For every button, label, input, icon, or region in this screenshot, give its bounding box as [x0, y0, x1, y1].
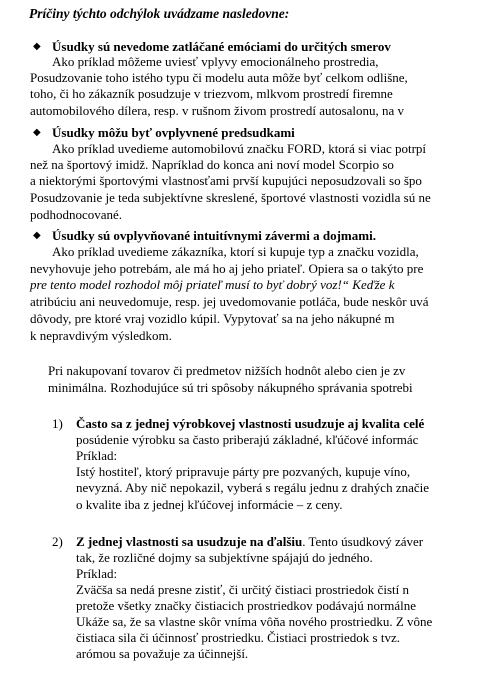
paragraph-line: minimálna. Rozhodujúce sú tri spôsoby nákupného správania spotrebi [48, 380, 413, 395]
section-3-line: k nepravdivým výsledkom. [30, 328, 172, 343]
item-1-example-label: Príklad: [76, 448, 118, 463]
item-2-line: Ukáže sa, že sa vlastne skôr vníma vôňa nového prostriedku. Z vône [76, 614, 433, 629]
section-3-line: atribúciu ani neuvedomuje, resp. jej uvedomovanie potláča, bude neskôr uvá [30, 294, 429, 309]
page-heading: Príčiny týchto odchýlok uvádzame nasledovne: [29, 6, 290, 21]
item-2-example-label: Príklad: [76, 566, 118, 581]
section-1-line: Ako príklad môžeme uviesť vplyvy emocionálneho prostredia, [52, 54, 379, 69]
item-2-title-rest: . Tento úsudkový záver [302, 534, 424, 549]
item-2-title-line [76, 534, 423, 549]
item-2-line: arómou sa považuje za účinnejší. [76, 646, 249, 661]
item-2-line: pretože všetky značky čistiacich prostriedkov podávajú normálne [76, 598, 417, 613]
section-1-line: Posudzovanie toho istého typu či modelu auta môže byť celkom odlišne, [30, 70, 408, 85]
section-2-line: Posudzovanie je teda subjektívne skreslené, športové vlastnosti vozidla sú ne [30, 190, 431, 205]
section-title-3: Úsudky sú ovplyvňované intuitívnymi závermi a dojmami. [52, 228, 376, 243]
item-1-line: Istý hostiteľ, ktorý pripravuje párty pre pozvaných, kupuje víno, [76, 464, 411, 479]
section-2-line: a niektorými športovými vlastnosťami prvší kupujúci neposudzovali so špo [30, 173, 422, 188]
item-1-title: Často sa z jednej výrobkovej vlastnosti usudzuje aj kvalita celé [76, 416, 425, 431]
item-number: 2) [52, 534, 63, 549]
section-3-line: Ako príklad uvedieme zákazníka, ktorí si kupuje typ a značku vozidla, [52, 244, 419, 259]
bullet-icon: ◆ [33, 230, 41, 241]
item-2-line: tak, že rozličné dojmy sa subjektívne spájajú do jedného. [76, 550, 373, 565]
section-2-line: Ako príklad uvedieme automobilovú značku FORD, ktorá si viac potrpí [52, 141, 427, 156]
section-2-line: podhodnocované. [30, 207, 123, 222]
section-title-1: Úsudky sú nevedome zatláčané emóciami do určitých smerov [52, 39, 391, 54]
section-1-line: toho, či ho zákazník posudzuje v triezvom, mlkvom prostredí firemne [30, 86, 393, 101]
item-1-line: o kvalite iba z jednej kľúčovej informácie – z ceny. [76, 497, 343, 512]
section-1-line: automobilového dílera, resp. v rušnom živom prostredí autosalonu, na v [30, 103, 405, 118]
section-title-2: Úsudky môžu byť ovplyvnené predsudkami [52, 125, 295, 140]
bullet-icon: ◆ [33, 41, 41, 52]
item-2-line: čistiaca sila či účinnosť prostriedku. Čistiaci prostriedok s tvz. [76, 630, 400, 645]
item-1-line: nevyzná. Aby nič nepokazil, vyberá s regálu jednu z drahých značie [76, 480, 430, 495]
section-2-line: než na športový imidž. Napríklad do konca ani noví model Scorpio so [30, 157, 394, 172]
item-2-title: Z jednej vlastnosti sa usudzuje na ďalšiu [76, 534, 303, 549]
section-3-quote-line: pre tento model rozhodol môj priateľ musí to byť dobrý voz!“ Keďže k [30, 277, 395, 292]
item-1-line: posúdenie výrobku sa často priberajú základné, kľúčové informác [76, 432, 419, 447]
section-3-line: nevyhovuje jeho potrebám, ale má ho aj jeho priateľ. Opiera sa o takýto pre [30, 261, 424, 276]
item-2-line: Zväčša sa nedá presne zistiť, či určitý čistiaci prostriedok čistí n [76, 582, 409, 597]
section-3-line: dôvody, pre ktoré vraj vozidlo kúpil. Vypytovať sa na jeho nákupné m [30, 311, 395, 326]
bullet-icon: ◆ [33, 127, 41, 138]
item-number: 1) [52, 416, 63, 431]
paragraph-line: Pri nakupovaní tovarov či predmetov nižších hodnôt alebo cien je zv [48, 363, 406, 378]
